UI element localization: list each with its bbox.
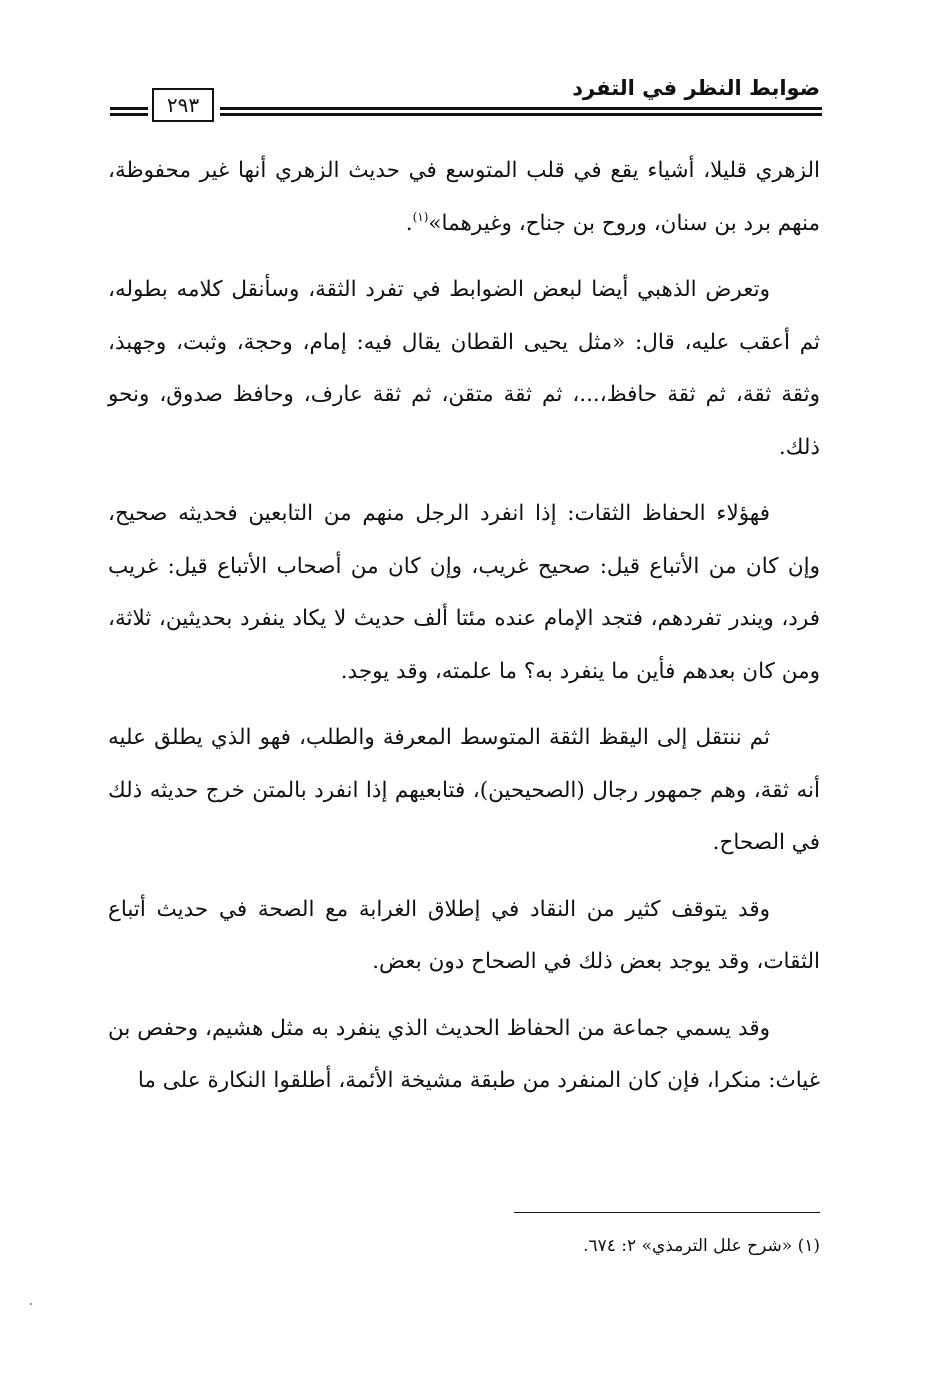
footnote-reference: (١) <box>412 209 429 224</box>
running-header <box>110 76 822 126</box>
header-rule-left-top <box>110 107 148 110</box>
page-number: ٢٩٣ <box>152 88 214 122</box>
scan-speck <box>30 1303 32 1305</box>
header-rule-top <box>220 107 822 110</box>
running-title: ضوابط النظر في التفرد <box>572 76 820 100</box>
footnote: (١) «شرح علل الترمذي» ٢: ٦٧٤. <box>583 1236 820 1256</box>
main-text <box>108 145 820 1122</box>
paragraph-2: وتعرض الذهبي أيضا لبعض الضوابط في تفرد الثقة، وسأنقل كلامه بطوله، ثم أعقب عليه، قال: «مثل يحيى القطان يقال فيه: إمام، وحجة، وثبت، وجهبذ، وثقة ثقة، ثم ثقة حافظ،...، ثم ثقة متقن، ثم ثقة عارف، وحافظ صدوق، ونحو ذلك. <box>108 277 820 460</box>
paragraph-5: وقد يتوقف كثير من النقاد في إطلاق الغرابة مع الصحة في حديث أتباع الثقات، وقد يوجد بعض ذلك في الصحاح دون بعض. <box>108 896 820 974</box>
paragraph-6: وقد يسمي جماعة من الحفاظ الحديث الذي ينفرد به مثل هشيم، وحفص بن غياث: منكرا، فإن كان المنفرد من طبقة مشيخة الأئمة، أطلقوا النكارة على ما <box>108 1015 820 1093</box>
paragraph-3: فهؤلاء الحفاظ الثقات: إذا انفرد الرجل منهم من التابعين فحديثه صحيح، وإن كان من الأتباع قيل: صحيح غريب، وإن كان من أصحاب الأتباع قيل: غريب فرد، ويندر تفردهم، فتجد الإمام عنده مئتا ألف حديث لا يكاد ينفرد بحديثين، ثلاثة، ومن كان بعدهم فأين ما ينفرد به؟ ما علمته، وقد يوجد. <box>108 501 820 684</box>
header-rule-left-bottom <box>110 113 148 116</box>
paragraph-4: ثم ننتقل إلى اليقظ الثقة المتوسط المعرفة والطلب، فهو الذي يطلق عليه أنه ثقة، وهم جمهور رجال (الصحيحين)، فتابعيهم إذا انفرد بالمتن خرج حديثه ذلك في الصحاح. <box>108 725 820 855</box>
paragraph-1 <box>108 145 820 250</box>
paragraph-1-text: الزهري قليلا، أشياء يقع في قلب المتوسع في حديث الزهري أنها غير محفوظة، منهم برد بن سنان، وروح بن جناح، وغيرهما» <box>108 158 820 236</box>
footnote-separator <box>514 1212 820 1213</box>
header-rule-bottom <box>220 113 822 116</box>
paragraph-1-tail: . <box>405 210 413 236</box>
